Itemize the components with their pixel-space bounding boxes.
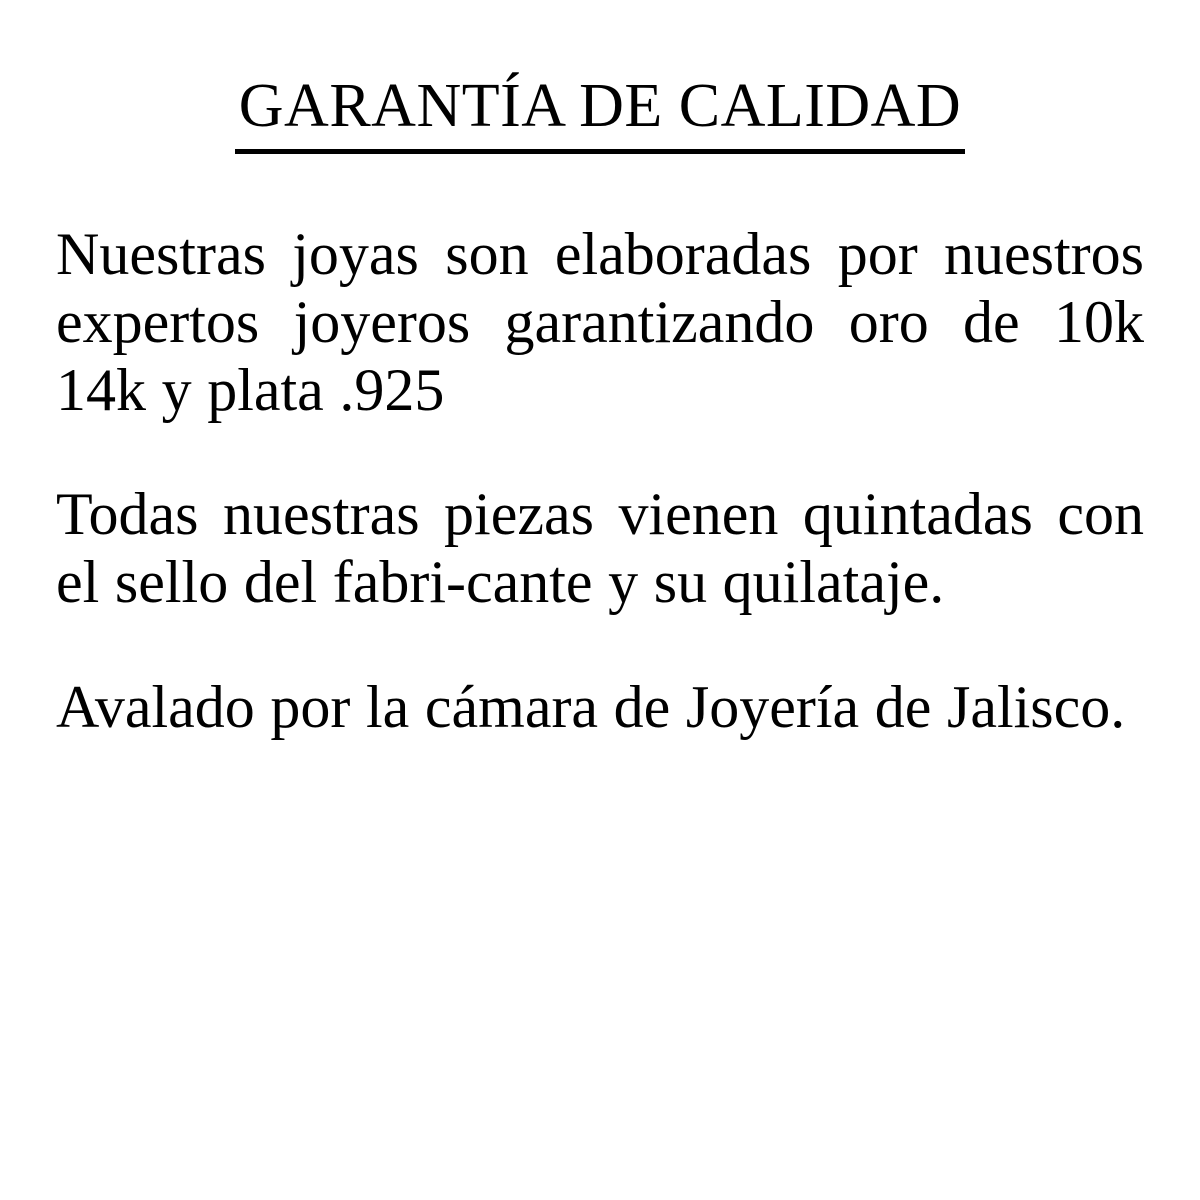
paragraph-hallmark: Todas nuestras piezas vienen quintadas con el sello del fabri-cante y su quilataje. (56, 481, 1144, 616)
paragraph-quality-guarantee: Nuestras joyas son elaboradas por nuestros expertos joyeros garantizando oro de 10k 14k y plata .925 (56, 221, 1144, 424)
paragraph-endorsement: Avalado por la cámara de Joyería de Jalisco. (56, 673, 1126, 740)
page-title-text: GARANTÍA DE CALIDAD (235, 74, 965, 154)
page-title (56, 74, 1144, 158)
